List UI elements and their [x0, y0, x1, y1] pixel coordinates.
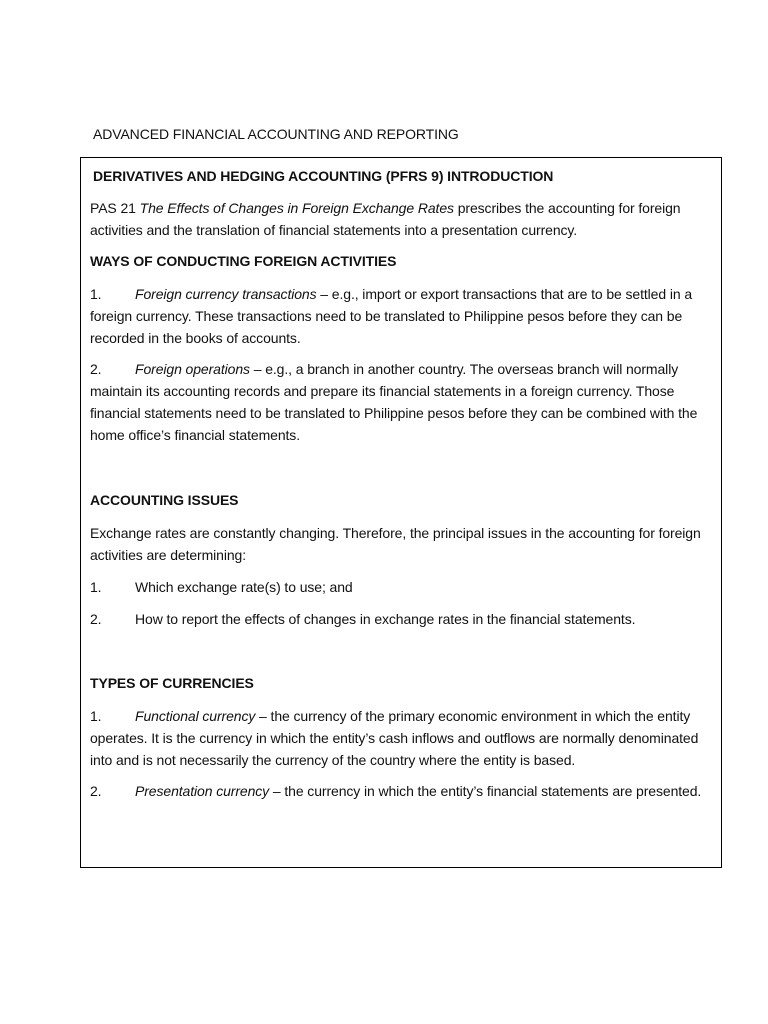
- item-text: Which exchange rate(s) to use; and: [135, 579, 353, 595]
- list-number: 2.: [90, 783, 102, 799]
- list-number: 1.: [90, 286, 102, 302]
- currencies-heading: TYPES OF CURRENCIES: [90, 675, 254, 691]
- intro-rest: prescribes the accounting for foreign activities and the translation of financial statements into a presentation currency.: [90, 200, 681, 238]
- standard-name: The Effects of Changes in Foreign Exchange Rates: [139, 200, 454, 216]
- term: Presentation currency: [135, 783, 270, 799]
- ways-heading: WAYS OF CONDUCTING FOREIGN ACTIVITIES: [90, 253, 397, 269]
- term: Foreign currency transactions: [135, 286, 317, 302]
- ways-item-1: [90, 283, 714, 349]
- list-number: 2.: [90, 361, 102, 377]
- term: Functional currency: [135, 708, 256, 724]
- running-header: ADVANCED FINANCIAL ACCOUNTING AND REPORTING: [93, 126, 459, 142]
- item-text: – e.g., import or export transactions that are to be settled in a foreign currency. These transactions need to be translated to Philippine pesos before they can be recorded in the books of accounts.: [90, 286, 693, 346]
- list-number: 1.: [90, 579, 102, 595]
- ways-item-2: [90, 358, 714, 446]
- item-text: – e.g., a branch in another country. The overseas branch will normally maintain its accounting records and prepare its financial statements in a foreign currency. Those financial statements need to be translated to Philippine pesos before they can be combined with the home office’s financial statements.: [90, 361, 698, 443]
- list-number: 2.: [90, 611, 102, 627]
- document-title: DERIVATIVES AND HEDGING ACCOUNTING (PFRS 9) INTRODUCTION: [93, 168, 554, 184]
- issues-item-1: [90, 576, 353, 598]
- list-number: 1.: [90, 708, 102, 724]
- item-text: How to report the effects of changes in exchange rates in the financial statements.: [135, 611, 636, 627]
- issues-heading: ACCOUNTING ISSUES: [90, 492, 239, 508]
- item-text: – the currency of the primary economic environment in which the entity operates. It is the currency in which the entity’s cash inflows and outflows are normally denominated into and is not necessarily the currency of the country where the entity is based.: [90, 708, 699, 768]
- intro-paragraph: [90, 197, 714, 241]
- term: Foreign operations: [135, 361, 250, 377]
- issues-intro: Exchange rates are constantly changing. Therefore, the principal issues in the accounting for foreign activities are determining:: [90, 525, 701, 563]
- content-box: [80, 157, 722, 868]
- issues-item-2: [90, 608, 635, 630]
- intro-prefix: PAS 21: [90, 200, 140, 216]
- currencies-item-1: [90, 705, 714, 771]
- currencies-item-2: [90, 780, 714, 802]
- item-text: – the currency in which the entity’s financial statements are presented.: [269, 783, 702, 799]
